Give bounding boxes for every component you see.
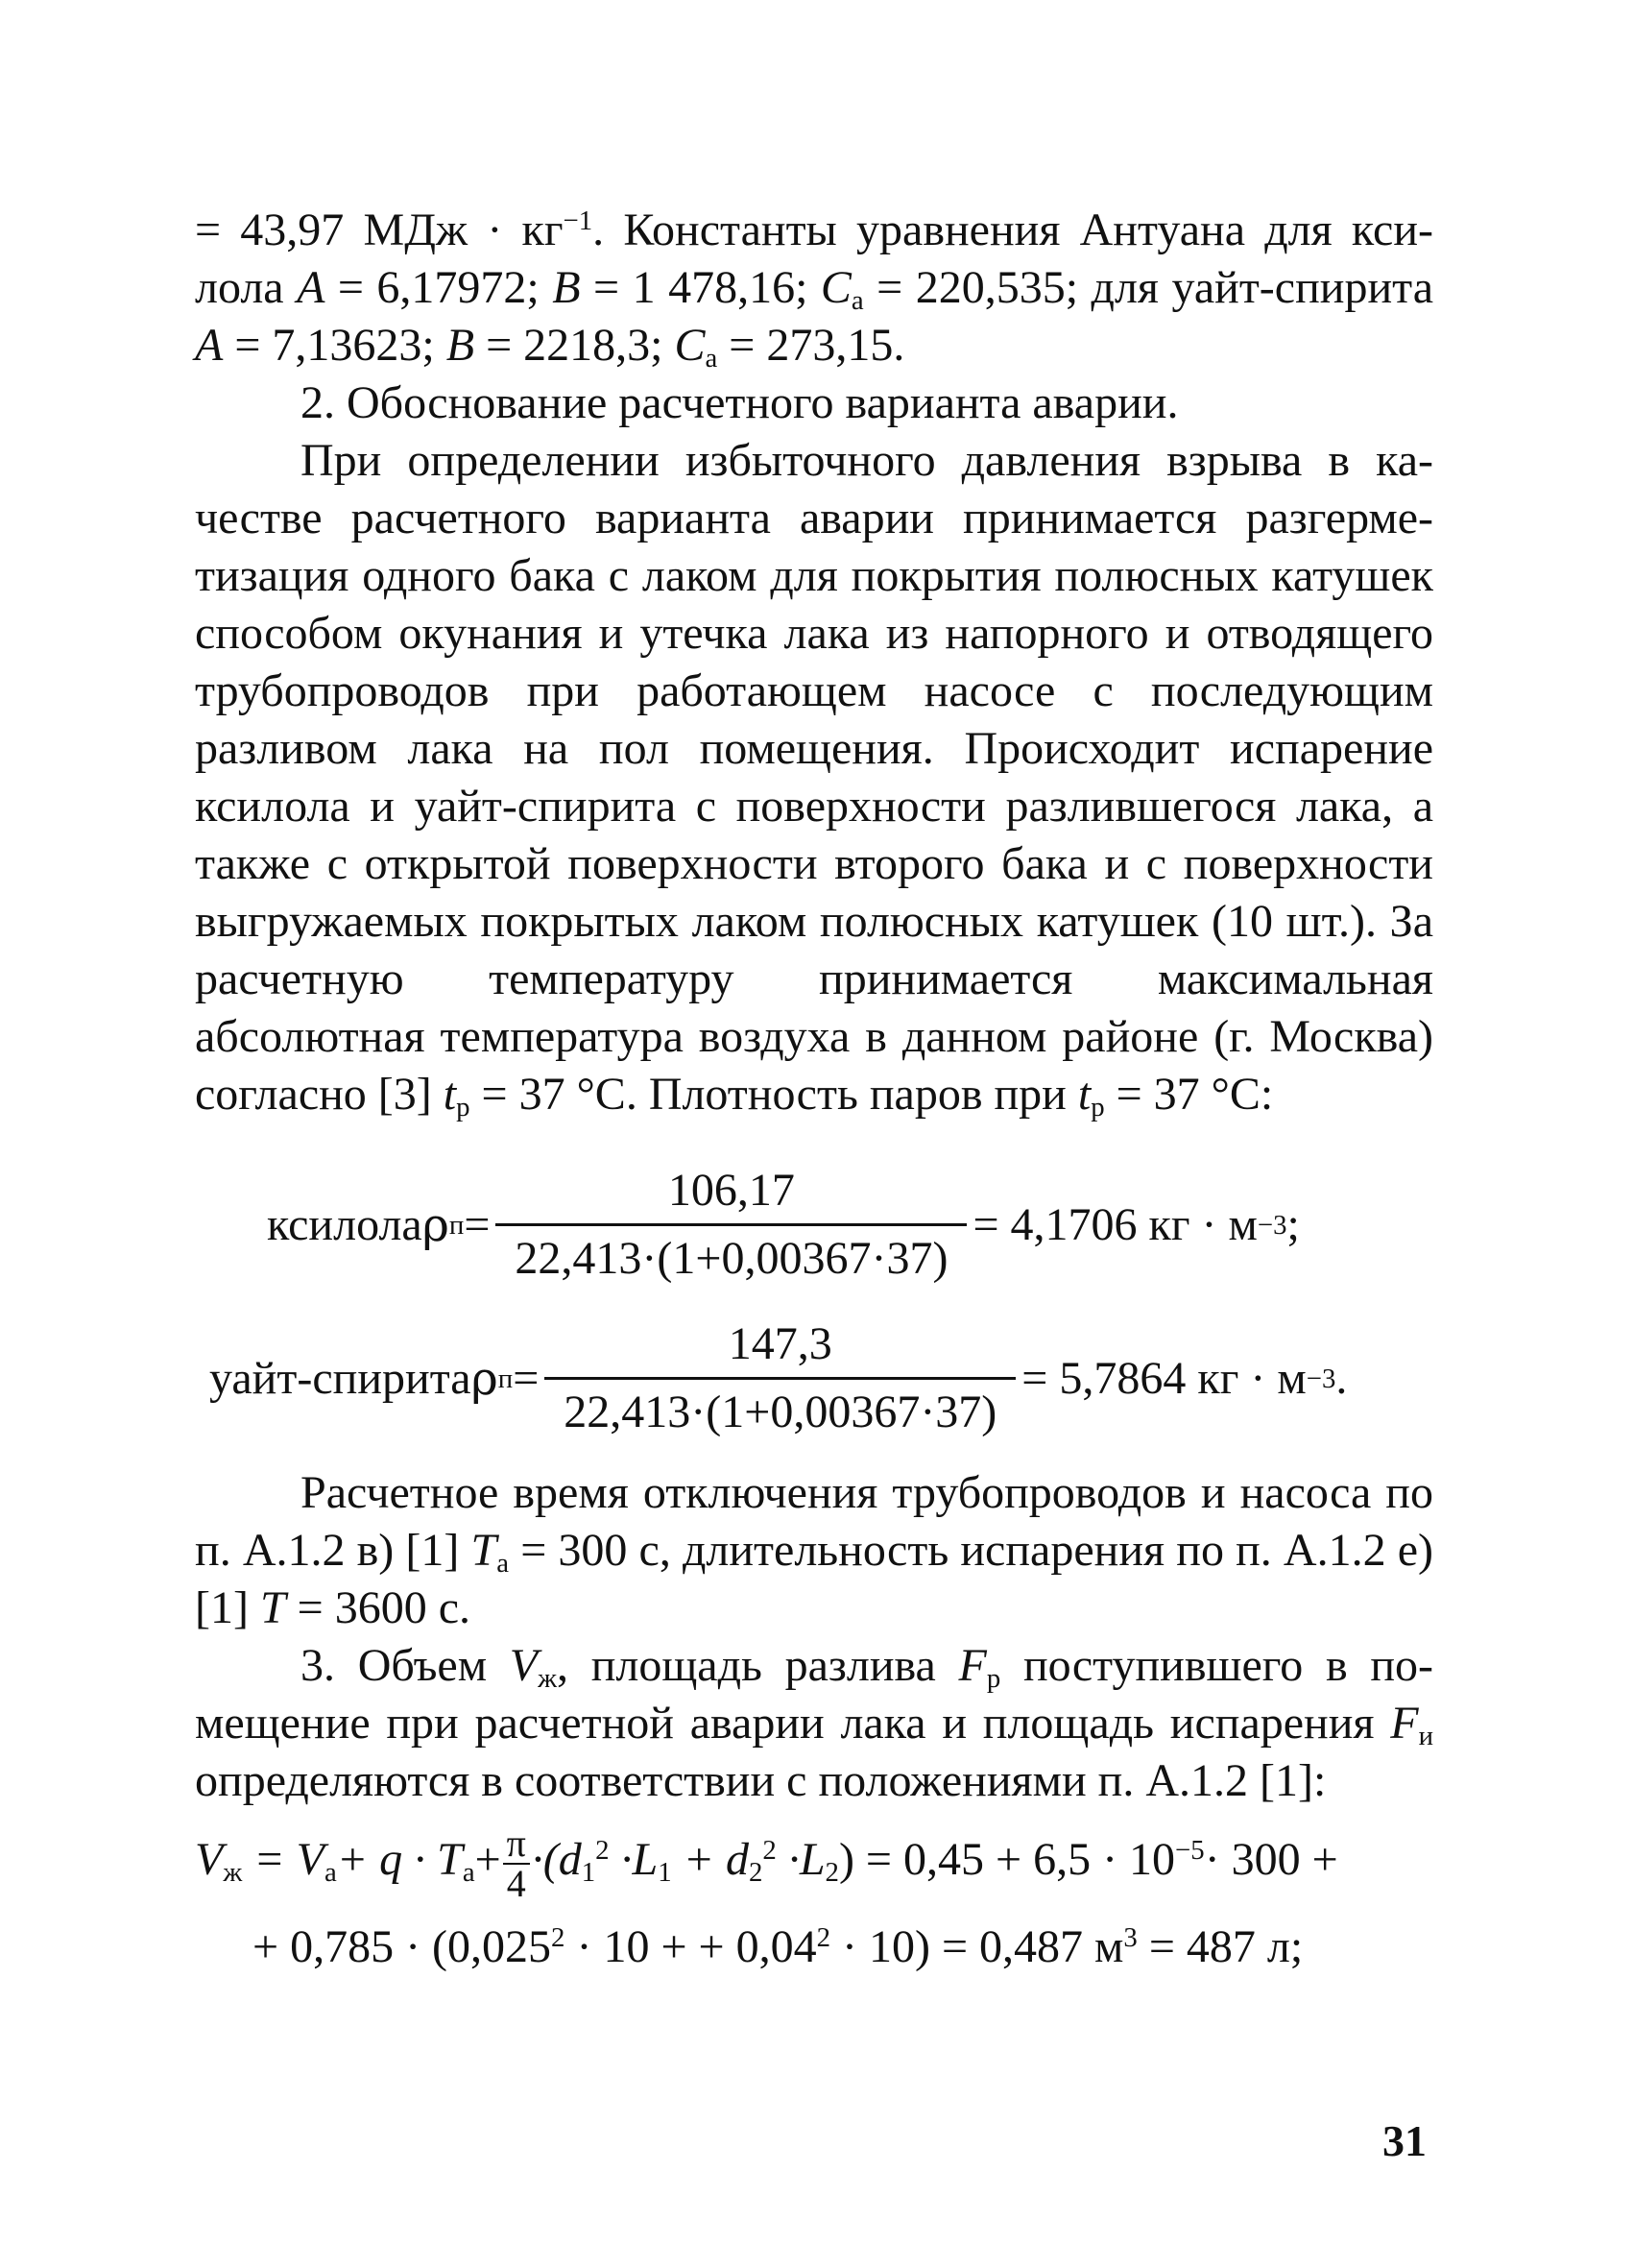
- punctuation: .: [1335, 1352, 1348, 1404]
- formula-white-spirit-density: уайт-спирита ρ п = $\frac{147,3}{22,413\cdot(1+0,00367\cdot 37)}$ = 5,7864 кг · м −3 .: [209, 1315, 1347, 1441]
- body-text: [195, 202, 1433, 1123]
- text-span: = 37 °С:: [1104, 1069, 1274, 1120]
- formula-xylene-density: ксилола ρ п = $\frac{106,17}{22,413\cdot(1+0,00367\cdot 37)}$ = 4,1706 кг · м −3 ;: [267, 1162, 1300, 1288]
- var-t: T: [470, 1525, 497, 1576]
- fraction-denominator: 4: [503, 1863, 530, 1903]
- text-span: При определении избыточного давления взрыва в качестве расчетного варианта аварии принимается разгерметизация одного бака с лаком для покрытия полюсных катушек способом окунания и утечка лака из напорного и отводящего трубопроводов при работающем насосе с последующим разливом лака на пол помещения. Происходит испарение ксилола и уайт-спирита с поверхности разлившегося лака, а также с открытой поверхности второго бака и с поверхности выгружаемых покрытых лаком полюсных катушек (10 шт.). За расчетную температуру принимается максимальная абсолютная температура воздуха в данном районе (г. Москва) согласно [3]: [195, 435, 1433, 1120]
- var-c: C: [674, 320, 706, 371]
- paragraph-antoine-constants: [195, 202, 1433, 374]
- fraction: [544, 1315, 1016, 1441]
- var-b: B: [445, 320, 475, 371]
- text-span: = 3600 с.: [285, 1582, 471, 1633]
- formula-text: · 10) = 0,487 м: [829, 1921, 1124, 1972]
- plus-sign: +: [474, 1834, 501, 1886]
- fraction-denominator: 22,413·(1+0,00367·37): [495, 1223, 967, 1288]
- text-span: = 220,535; для уайт-спирита: [863, 262, 1434, 313]
- text-span: = 300 с, длительность испарения по п. А.1.2 е) [1]: [195, 1525, 1434, 1633]
- formula-volume-line1: [195, 1824, 1338, 1903]
- equals-sign: =: [464, 1198, 491, 1250]
- text-span: определяются в соответствии с положениями п. А.1.2 [1]:: [195, 1755, 1327, 1806]
- var-f: F: [958, 1640, 987, 1691]
- pi-over-four: [503, 1824, 530, 1903]
- text-span: = 1 478,16;: [580, 262, 821, 313]
- punctuation: ;: [1286, 1198, 1300, 1250]
- superscript: 2: [595, 1835, 610, 1867]
- text-span: = 7,13623;: [223, 320, 446, 371]
- paragraph-spill-volume: [195, 1637, 1433, 1810]
- var-t: t: [443, 1069, 457, 1120]
- var-t: T: [259, 1582, 286, 1633]
- paragraph-shutoff-time: [195, 1464, 1433, 1637]
- formula-result: = 5,7864 кг · м: [1021, 1352, 1307, 1404]
- fraction-numerator: 147,3: [728, 1318, 832, 1369]
- equals-sign: =: [513, 1352, 540, 1404]
- rho-symbol: ρ: [421, 1197, 449, 1252]
- subscript: 2: [825, 1857, 839, 1889]
- section-heading-2: 2. Обоснование расчетного варианта аварии.: [300, 377, 1179, 428]
- text-span: = 37 °С. Плотность паров при: [469, 1069, 1078, 1120]
- formula-text: = V: [242, 1834, 324, 1886]
- var-a: A: [297, 262, 325, 313]
- formula-text: ·L: [776, 1834, 826, 1886]
- fraction: [495, 1162, 967, 1288]
- text-span: Расчетное время отключения трубопроводов и насоса по п. А.1.2 в) [1]: [195, 1467, 1433, 1576]
- formula-text: ·(d: [531, 1834, 582, 1886]
- fraction-denominator: 22,413·(1+0,00367·37): [544, 1377, 1016, 1441]
- superscript: 2: [816, 1922, 830, 1954]
- superscript: −5: [1175, 1835, 1205, 1867]
- text-span: 3. Объем: [300, 1640, 510, 1691]
- body-text-lower: [195, 1464, 1433, 1810]
- formula-volume-line2: [252, 1918, 1303, 1976]
- subscript: 1: [581, 1857, 596, 1889]
- formula-text: · 10 + + 0,04: [564, 1921, 817, 1972]
- subscript: и: [1418, 1721, 1433, 1752]
- formula-text: ·L: [609, 1834, 659, 1886]
- var-v: V: [509, 1640, 539, 1691]
- subscript: 2: [749, 1857, 763, 1889]
- text-span: = 6,17972;: [324, 262, 553, 313]
- formula-text: = 487 л;: [1137, 1921, 1304, 1972]
- formula-text: ) = 0,45 + 6,5 · 10: [838, 1834, 1176, 1886]
- superscript: 2: [762, 1835, 777, 1867]
- formula-label: ксилола: [267, 1198, 422, 1250]
- text-span: = 273,15.: [717, 320, 905, 371]
- formula-text: · 300 +: [1204, 1834, 1338, 1886]
- page-number: 31: [1382, 2116, 1427, 2165]
- text-span: = 43,97 МДж · кг: [195, 205, 564, 255]
- superscript: 2: [551, 1922, 565, 1954]
- superscript: 3: [1123, 1922, 1138, 1954]
- formula-text: + d: [671, 1834, 750, 1886]
- var-a: A: [195, 320, 224, 371]
- formula-result: = 4,1706 кг · м: [973, 1198, 1258, 1250]
- subscript: р: [986, 1663, 1001, 1695]
- subscript: ж: [223, 1857, 243, 1889]
- subscript: а: [324, 1857, 337, 1889]
- var-c: C: [820, 262, 852, 313]
- var-b: B: [552, 262, 581, 313]
- subscript: а: [851, 285, 864, 317]
- subscript: а: [705, 343, 718, 374]
- formula-text: + 0,785 · (0,025: [252, 1921, 552, 1972]
- var-v: V: [195, 1834, 224, 1886]
- subscript: а: [496, 1548, 510, 1580]
- rho-symbol: ρ: [470, 1351, 498, 1406]
- text-span: , площадь разлива: [557, 1640, 959, 1691]
- superscript: −1: [563, 205, 593, 237]
- paragraph-accident-scenario: [195, 432, 1433, 1123]
- var-t: t: [1077, 1069, 1092, 1120]
- subscript: ж: [538, 1663, 557, 1695]
- subscript: а: [462, 1857, 475, 1889]
- subscript: 1: [658, 1857, 672, 1889]
- text-span: . Константы уравнения Антуана для ксилола: [195, 205, 1433, 313]
- formula-text: + q · T: [336, 1834, 463, 1886]
- text-span: = 2218,3;: [474, 320, 675, 371]
- text-span: поступившего в помещение при расчетной аварии лака и площадь испарения: [195, 1640, 1433, 1749]
- formula-label: уайт-спирита: [209, 1352, 471, 1404]
- subscript: р: [1091, 1092, 1105, 1123]
- fraction-numerator: 106,17: [667, 1165, 795, 1216]
- var-f: F: [1390, 1698, 1419, 1749]
- pi-symbol: π: [506, 1822, 526, 1865]
- subscript: р: [456, 1092, 470, 1123]
